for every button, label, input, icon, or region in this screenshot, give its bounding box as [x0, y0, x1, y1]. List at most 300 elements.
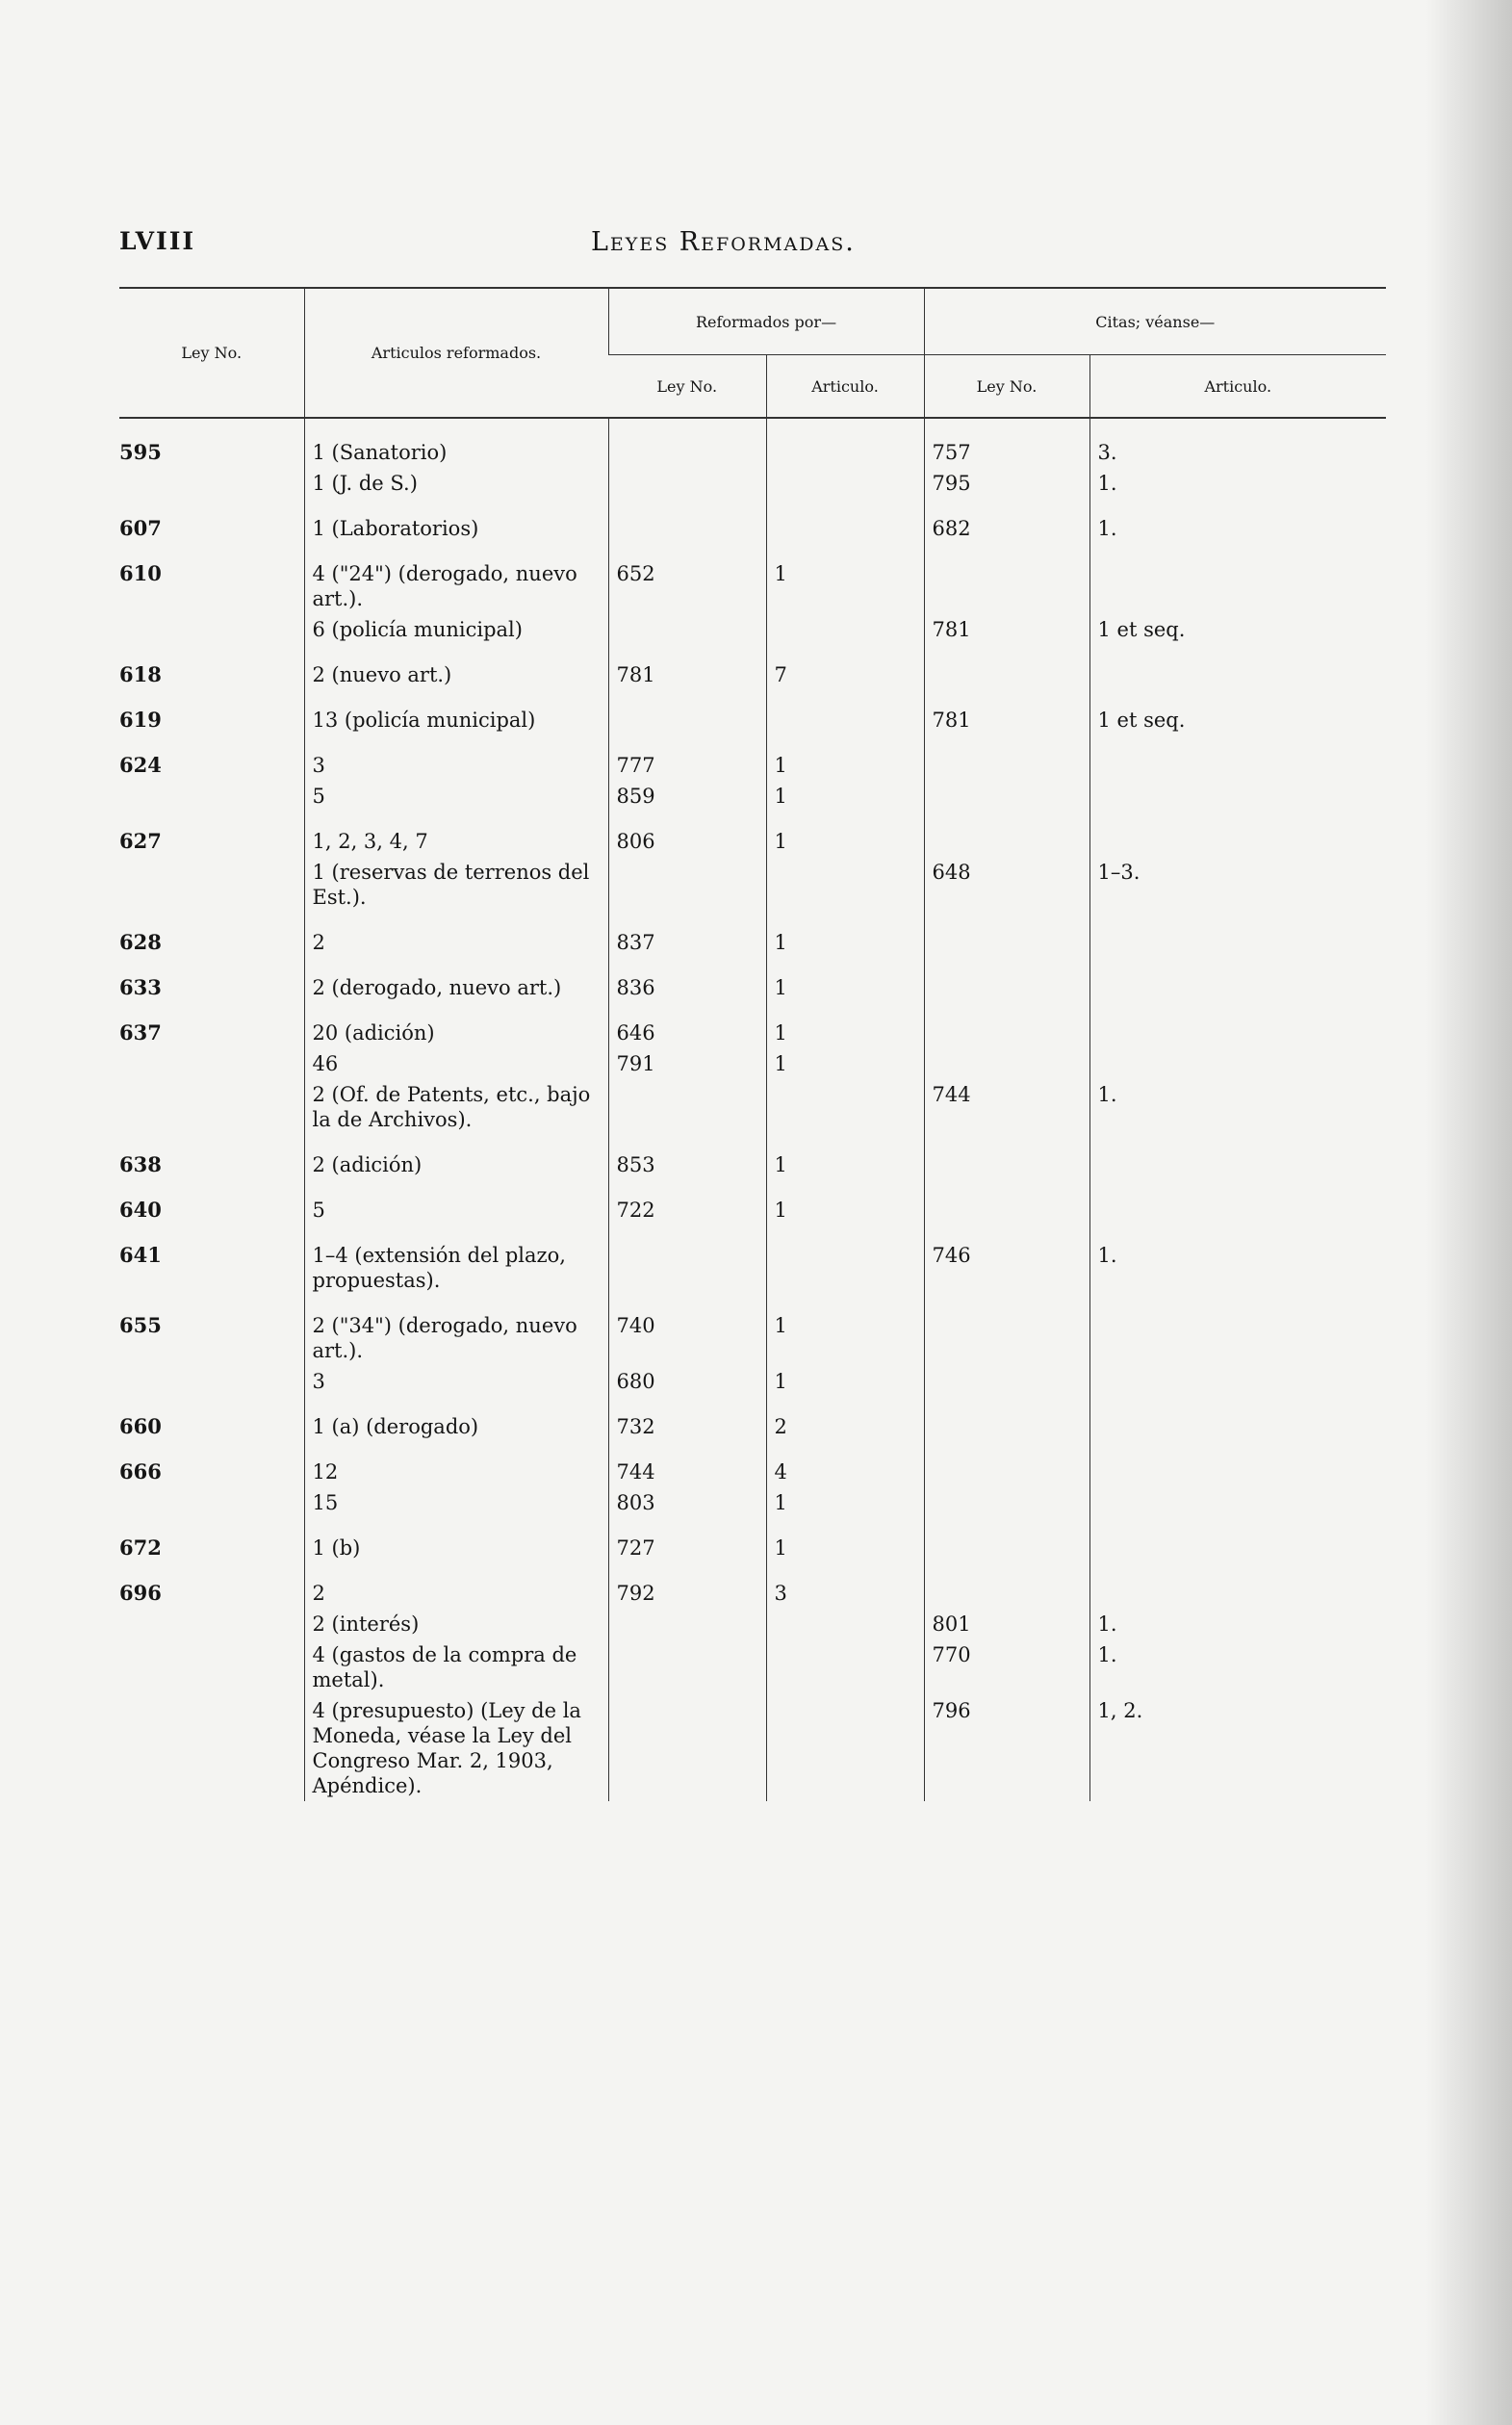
cita-ley-text: 801	[932, 1612, 971, 1636]
articulos-cell	[304, 1609, 608, 1639]
table-row	[119, 468, 1386, 499]
articulos-cell	[304, 1487, 608, 1518]
header-ley-no: Ley No.	[119, 288, 304, 418]
ley-no-text: 628	[119, 930, 162, 954]
reformado-ley-cell	[608, 913, 766, 958]
table-row	[119, 418, 1386, 468]
ley-no-text: 672	[119, 1535, 162, 1560]
cita-articulo-cell	[1089, 1366, 1386, 1397]
reformado-ley-cell	[608, 1366, 766, 1397]
ley-no-cell	[119, 1609, 304, 1639]
cita-ley-cell	[924, 1079, 1089, 1135]
cita-ley-cell	[924, 418, 1089, 468]
reformado-ley-cell	[608, 1135, 766, 1180]
reformado-articulo-cell	[766, 1695, 924, 1801]
ley-no-cell	[119, 857, 304, 913]
cita-ley-cell	[924, 1003, 1089, 1048]
articulos-cell	[304, 1366, 608, 1397]
ley-no-text: 641	[119, 1243, 162, 1267]
cita-ley-cell	[924, 1225, 1089, 1296]
cita-articulo-cell	[1089, 857, 1386, 913]
reformado-ley-cell	[608, 645, 766, 690]
ley-no-cell	[119, 735, 304, 781]
ley-no-cell	[119, 418, 304, 468]
articulos-text: 4 (gastos de la compra de metal).	[312, 1643, 577, 1691]
cita-articulo-text: 1.	[1097, 1612, 1117, 1636]
ley-no-text: 624	[119, 753, 162, 777]
articulos-cell	[304, 958, 608, 1003]
table-row	[119, 1487, 1386, 1518]
cita-articulo-cell	[1089, 1003, 1386, 1048]
reformado-ley-cell	[608, 958, 766, 1003]
articulos-cell	[304, 913, 608, 958]
reformado-articulo-cell	[766, 735, 924, 781]
ley-no-cell	[119, 1296, 304, 1366]
ley-no-cell	[119, 614, 304, 645]
table-row	[119, 1366, 1386, 1397]
table-row	[119, 1135, 1386, 1180]
cita-articulo-cell	[1089, 499, 1386, 544]
ley-no-cell	[119, 958, 304, 1003]
cita-ley-cell	[924, 645, 1089, 690]
articulos-text: 46	[312, 1052, 339, 1075]
ley-no-text: 637	[119, 1020, 162, 1045]
table-body	[119, 418, 1386, 1801]
reformado-articulo-cell	[766, 1003, 924, 1048]
laws-table-wrapper	[119, 287, 1386, 1801]
reformado-articulo-cell	[766, 1079, 924, 1135]
articulos-cell	[304, 544, 608, 614]
ley-no-cell	[119, 1695, 304, 1801]
reformado-articulo-text: 1	[774, 830, 787, 853]
reformado-articulo-cell	[766, 645, 924, 690]
reformado-articulo-cell	[766, 1366, 924, 1397]
cita-articulo-cell	[1089, 418, 1386, 468]
articulos-text: 3	[312, 754, 325, 777]
cita-articulo-cell	[1089, 1048, 1386, 1079]
ley-no-cell	[119, 1518, 304, 1563]
laws-table	[119, 287, 1386, 1801]
reformado-articulo-cell	[766, 1296, 924, 1366]
articulos-cell	[304, 418, 608, 468]
articulos-text: 13 (policía municipal)	[312, 709, 536, 732]
reformado-articulo-cell	[766, 418, 924, 468]
articulos-cell	[304, 1079, 608, 1135]
table-row	[119, 735, 1386, 781]
cita-ley-text: 682	[932, 517, 971, 540]
cita-ley-text: 744	[932, 1083, 971, 1106]
articulos-text: 20 (adición)	[312, 1021, 435, 1045]
table-row	[119, 1695, 1386, 1801]
reformado-articulo-text: 1	[774, 1153, 787, 1176]
articulos-text: 1 (reservas de terrenos del Est.).	[312, 861, 590, 909]
cita-articulo-text: 1.	[1097, 517, 1117, 540]
reformado-articulo-cell	[766, 499, 924, 544]
ley-no-cell	[119, 1563, 304, 1609]
cita-articulo-cell	[1089, 1487, 1386, 1518]
reformado-articulo-text: 1	[774, 1021, 787, 1045]
reformado-ley-cell	[608, 499, 766, 544]
cita-articulo-text: 1.	[1097, 1643, 1117, 1666]
reformado-articulo-text: 1	[774, 754, 787, 777]
articulos-text: 1 (a) (derogado)	[312, 1415, 479, 1438]
reformado-articulo-cell	[766, 1609, 924, 1639]
table-row	[119, 781, 1386, 812]
articulos-cell	[304, 614, 608, 645]
articulos-text: 4 ("24") (derogado, nuevo art.).	[312, 562, 577, 610]
reformado-ley-cell	[608, 1397, 766, 1442]
table-row	[119, 958, 1386, 1003]
cita-articulo-cell	[1089, 781, 1386, 812]
reformado-ley-text: 837	[616, 931, 655, 954]
articulos-text: 5	[312, 785, 325, 808]
articulos-cell	[304, 1563, 608, 1609]
ley-no-cell	[119, 1135, 304, 1180]
cita-articulo-cell	[1089, 544, 1386, 614]
cita-articulo-cell	[1089, 735, 1386, 781]
cita-ley-cell	[924, 1442, 1089, 1487]
articulos-text: 3	[312, 1370, 325, 1393]
reformado-ley-text: 806	[616, 830, 655, 853]
reformado-ley-cell	[608, 1563, 766, 1609]
ley-no-text: 660	[119, 1414, 162, 1438]
reformado-ley-cell	[608, 1296, 766, 1366]
reformado-ley-text: 853	[616, 1153, 655, 1176]
reformado-articulo-text: 1	[774, 976, 787, 999]
cita-ley-cell	[924, 1048, 1089, 1079]
table-row	[119, 1003, 1386, 1048]
reformado-ley-cell	[608, 1609, 766, 1639]
reformado-ley-cell	[608, 1003, 766, 1048]
reformado-ley-cell	[608, 1487, 766, 1518]
reformado-articulo-cell	[766, 1487, 924, 1518]
articulos-text: 2 ("34") (derogado, nuevo art.).	[312, 1314, 577, 1362]
cita-ley-cell	[924, 690, 1089, 735]
articulos-cell	[304, 1442, 608, 1487]
reformado-ley-cell	[608, 468, 766, 499]
table-row	[119, 1397, 1386, 1442]
cita-articulo-text: 1, 2.	[1097, 1699, 1143, 1722]
reformado-articulo-cell	[766, 857, 924, 913]
ley-no-cell	[119, 913, 304, 958]
ley-no-text: 633	[119, 975, 162, 999]
cita-articulo-cell	[1089, 468, 1386, 499]
cita-articulo-cell	[1089, 1296, 1386, 1366]
table-row	[119, 614, 1386, 645]
cita-articulo-text: 3.	[1097, 441, 1117, 464]
cita-articulo-cell	[1089, 1180, 1386, 1225]
articulos-text: 2 (interés)	[312, 1612, 420, 1636]
header-citas: Citas; véanse—	[924, 288, 1386, 355]
articulos-cell	[304, 468, 608, 499]
ley-no-text: 627	[119, 829, 162, 853]
cita-articulo-cell	[1089, 1695, 1386, 1801]
cita-ley-cell	[924, 1518, 1089, 1563]
articulos-cell	[304, 1135, 608, 1180]
reformado-ley-text: 652	[616, 562, 655, 585]
reformado-articulo-cell	[766, 690, 924, 735]
articulos-cell	[304, 1296, 608, 1366]
cita-ley-text: 796	[932, 1699, 971, 1722]
ley-no-text: 610	[119, 561, 162, 585]
cita-articulo-text: 1 et seq.	[1097, 709, 1186, 732]
articulos-cell	[304, 781, 608, 812]
articulos-cell	[304, 1639, 608, 1695]
cita-articulo-cell	[1089, 645, 1386, 690]
ley-no-cell	[119, 468, 304, 499]
cita-articulo-cell	[1089, 614, 1386, 645]
reformado-ley-cell	[608, 857, 766, 913]
articulos-cell	[304, 857, 608, 913]
articulos-cell	[304, 1048, 608, 1079]
reformado-articulo-text: 1	[774, 1536, 787, 1560]
cita-articulo-text: 1.	[1097, 1083, 1117, 1106]
reformado-articulo-text: 1	[774, 1491, 787, 1514]
ley-no-cell	[119, 1225, 304, 1296]
cita-ley-cell	[924, 614, 1089, 645]
cita-articulo-cell	[1089, 1397, 1386, 1442]
table-row	[119, 913, 1386, 958]
table-row	[119, 812, 1386, 857]
reformado-ley-cell	[608, 1695, 766, 1801]
articulos-text: 12	[312, 1460, 339, 1483]
articulos-cell	[304, 812, 608, 857]
cita-ley-cell	[924, 857, 1089, 913]
running-title: Leyes Reformadas.	[591, 227, 856, 257]
reformado-articulo-text: 7	[774, 663, 787, 686]
articulos-text: 6 (policía municipal)	[312, 618, 523, 641]
table-row	[119, 690, 1386, 735]
cita-ley-cell	[924, 781, 1089, 812]
ley-no-cell	[119, 1639, 304, 1695]
reformado-ley-cell	[608, 781, 766, 812]
articulos-text: 1 (J. de S.)	[312, 472, 418, 495]
page-edge-shadow	[1425, 0, 1512, 2425]
reformado-articulo-cell	[766, 1518, 924, 1563]
reformado-ley-cell	[608, 1048, 766, 1079]
ley-no-cell	[119, 1180, 304, 1225]
reformado-ley-text: 680	[616, 1370, 655, 1393]
cita-ley-cell	[924, 812, 1089, 857]
ley-no-cell	[119, 1442, 304, 1487]
reformado-ley-cell	[608, 544, 766, 614]
table-row	[119, 1079, 1386, 1135]
reformado-articulo-cell	[766, 781, 924, 812]
cita-ley-text: 770	[932, 1643, 971, 1666]
ley-no-cell	[119, 690, 304, 735]
header-ref-ley-no: Ley No.	[608, 355, 766, 419]
table-row	[119, 1639, 1386, 1695]
reformado-ley-text: 791	[616, 1052, 655, 1075]
cita-articulo-cell	[1089, 1135, 1386, 1180]
cita-ley-text: 795	[932, 472, 971, 495]
cita-ley-cell	[924, 735, 1089, 781]
cita-articulo-text: 1 et seq.	[1097, 618, 1186, 641]
cita-articulo-cell	[1089, 812, 1386, 857]
articulos-text: 2 (nuevo art.)	[312, 663, 452, 686]
cita-ley-cell	[924, 1487, 1089, 1518]
header-cit-ley-no: Ley No.	[924, 355, 1089, 419]
articulos-cell	[304, 690, 608, 735]
articulos-text: 2	[312, 931, 325, 954]
cita-ley-text: 781	[932, 618, 971, 641]
reformado-ley-text: 859	[616, 785, 655, 808]
reformado-articulo-cell	[766, 1639, 924, 1695]
reformado-articulo-text: 1	[774, 562, 787, 585]
table-row	[119, 1518, 1386, 1563]
articulos-text: 1, 2, 3, 4, 7	[312, 830, 428, 853]
header-ref-articulo: Articulo.	[766, 355, 924, 419]
articulos-cell	[304, 499, 608, 544]
reformado-articulo-text: 2	[774, 1415, 787, 1438]
ley-no-cell	[119, 1397, 304, 1442]
table-row	[119, 1048, 1386, 1079]
cita-ley-cell	[924, 499, 1089, 544]
cita-ley-text: 648	[932, 861, 971, 884]
reformado-articulo-text: 1	[774, 785, 787, 808]
cita-articulo-cell	[1089, 958, 1386, 1003]
reformado-articulo-cell	[766, 614, 924, 645]
ley-no-cell	[119, 645, 304, 690]
cita-articulo-cell	[1089, 1563, 1386, 1609]
reformado-articulo-cell	[766, 544, 924, 614]
articulos-cell	[304, 735, 608, 781]
ley-no-cell	[119, 1048, 304, 1079]
articulos-cell	[304, 1397, 608, 1442]
reformado-articulo-cell	[766, 958, 924, 1003]
reformado-ley-cell	[608, 1225, 766, 1296]
table-row	[119, 645, 1386, 690]
reformado-ley-cell	[608, 812, 766, 857]
articulos-text: 1 (Laboratorios)	[312, 517, 479, 540]
page-number: LVIII	[119, 227, 196, 255]
cita-ley-cell	[924, 1366, 1089, 1397]
ley-no-text: 607	[119, 516, 162, 540]
header-cit-articulo: Articulo.	[1089, 355, 1386, 419]
reformado-ley-cell	[608, 1518, 766, 1563]
reformado-ley-cell	[608, 418, 766, 468]
cita-articulo-cell	[1089, 1079, 1386, 1135]
reformado-ley-text: 732	[616, 1415, 655, 1438]
reformado-ley-text: 836	[616, 976, 655, 999]
cita-articulo-cell	[1089, 1442, 1386, 1487]
cita-articulo-cell	[1089, 913, 1386, 958]
cita-ley-cell	[924, 1695, 1089, 1801]
reformado-ley-cell	[608, 690, 766, 735]
cita-articulo-text: 1–3.	[1097, 861, 1140, 884]
reformado-articulo-text: 4	[774, 1460, 787, 1483]
ley-no-cell	[119, 1487, 304, 1518]
ley-no-text: 666	[119, 1459, 162, 1483]
articulos-text: 2 (Of. de Patents, etc., bajo la de Archivos).	[312, 1083, 591, 1131]
table-row	[119, 857, 1386, 913]
cita-ley-cell	[924, 1563, 1089, 1609]
articulos-cell	[304, 1003, 608, 1048]
ley-no-text: 618	[119, 662, 162, 686]
table-row	[119, 1225, 1386, 1296]
reformado-articulo-text: 1	[774, 931, 787, 954]
reformado-ley-cell	[608, 1639, 766, 1695]
articulos-text: 15	[312, 1491, 339, 1514]
reformado-ley-text: 781	[616, 663, 655, 686]
reformado-ley-text: 744	[616, 1460, 655, 1483]
cita-ley-cell	[924, 1135, 1089, 1180]
articulos-text: 1 (Sanatorio)	[312, 441, 448, 464]
header-articulos: Articulos reformados.	[304, 288, 608, 418]
articulos-text: 1 (b)	[312, 1536, 361, 1560]
cita-ley-cell	[924, 1639, 1089, 1695]
cita-ley-cell	[924, 1609, 1089, 1639]
ley-no-cell	[119, 499, 304, 544]
table-row	[119, 1563, 1386, 1609]
articulos-text: 2 (derogado, nuevo art.)	[312, 976, 562, 999]
cita-ley-cell	[924, 468, 1089, 499]
articulos-cell	[304, 1180, 608, 1225]
articulos-text: 4 (presupuesto) (Ley de la Moneda, véase la Ley del Congreso Mar. 2, 1903, Apéndice).	[312, 1699, 581, 1797]
ley-no-text: 638	[119, 1152, 162, 1176]
reformado-ley-cell	[608, 1180, 766, 1225]
reformado-articulo-cell	[766, 1442, 924, 1487]
articulos-text: 5	[312, 1199, 325, 1222]
header-reformados-por: Reformados por—	[608, 288, 924, 355]
cita-articulo-cell	[1089, 1609, 1386, 1639]
table-row	[119, 1442, 1386, 1487]
reformado-articulo-text: 3	[774, 1582, 787, 1605]
articulos-text: 2 (adición)	[312, 1153, 423, 1176]
reformado-ley-cell	[608, 1442, 766, 1487]
reformado-ley-cell	[608, 1079, 766, 1135]
table-row	[119, 1296, 1386, 1366]
reformado-ley-text: 646	[616, 1021, 655, 1045]
cita-ley-cell	[924, 958, 1089, 1003]
reformado-articulo-cell	[766, 1563, 924, 1609]
table-row	[119, 499, 1386, 544]
reformado-articulo-text: 1	[774, 1314, 787, 1337]
reformado-articulo-cell	[766, 1048, 924, 1079]
reformado-articulo-cell	[766, 468, 924, 499]
reformado-articulo-cell	[766, 812, 924, 857]
table-row	[119, 1609, 1386, 1639]
cita-ley-cell	[924, 913, 1089, 958]
reformado-ley-text: 722	[616, 1199, 655, 1222]
ley-no-cell	[119, 1366, 304, 1397]
ley-no-text: 696	[119, 1581, 162, 1605]
reformado-articulo-text: 1	[774, 1370, 787, 1393]
reformado-ley-text: 803	[616, 1491, 655, 1514]
ley-no-text: 619	[119, 708, 162, 732]
articulos-cell	[304, 1225, 608, 1296]
reformado-articulo-cell	[766, 1397, 924, 1442]
cita-ley-cell	[924, 1397, 1089, 1442]
reformado-articulo-cell	[766, 1135, 924, 1180]
articulos-cell	[304, 645, 608, 690]
reformado-ley-text: 777	[616, 754, 655, 777]
ley-no-text: 640	[119, 1198, 162, 1222]
reformado-articulo-cell	[766, 1225, 924, 1296]
cita-articulo-cell	[1089, 1639, 1386, 1695]
cita-ley-text: 757	[932, 441, 971, 464]
running-header	[119, 227, 1386, 266]
articulos-cell	[304, 1518, 608, 1563]
cita-articulo-text: 1.	[1097, 472, 1117, 495]
ley-no-cell	[119, 544, 304, 614]
cita-articulo-cell	[1089, 1225, 1386, 1296]
table-row	[119, 1180, 1386, 1225]
ley-no-cell	[119, 1079, 304, 1135]
cita-ley-cell	[924, 544, 1089, 614]
reformado-ley-cell	[608, 614, 766, 645]
cita-articulo-cell	[1089, 690, 1386, 735]
